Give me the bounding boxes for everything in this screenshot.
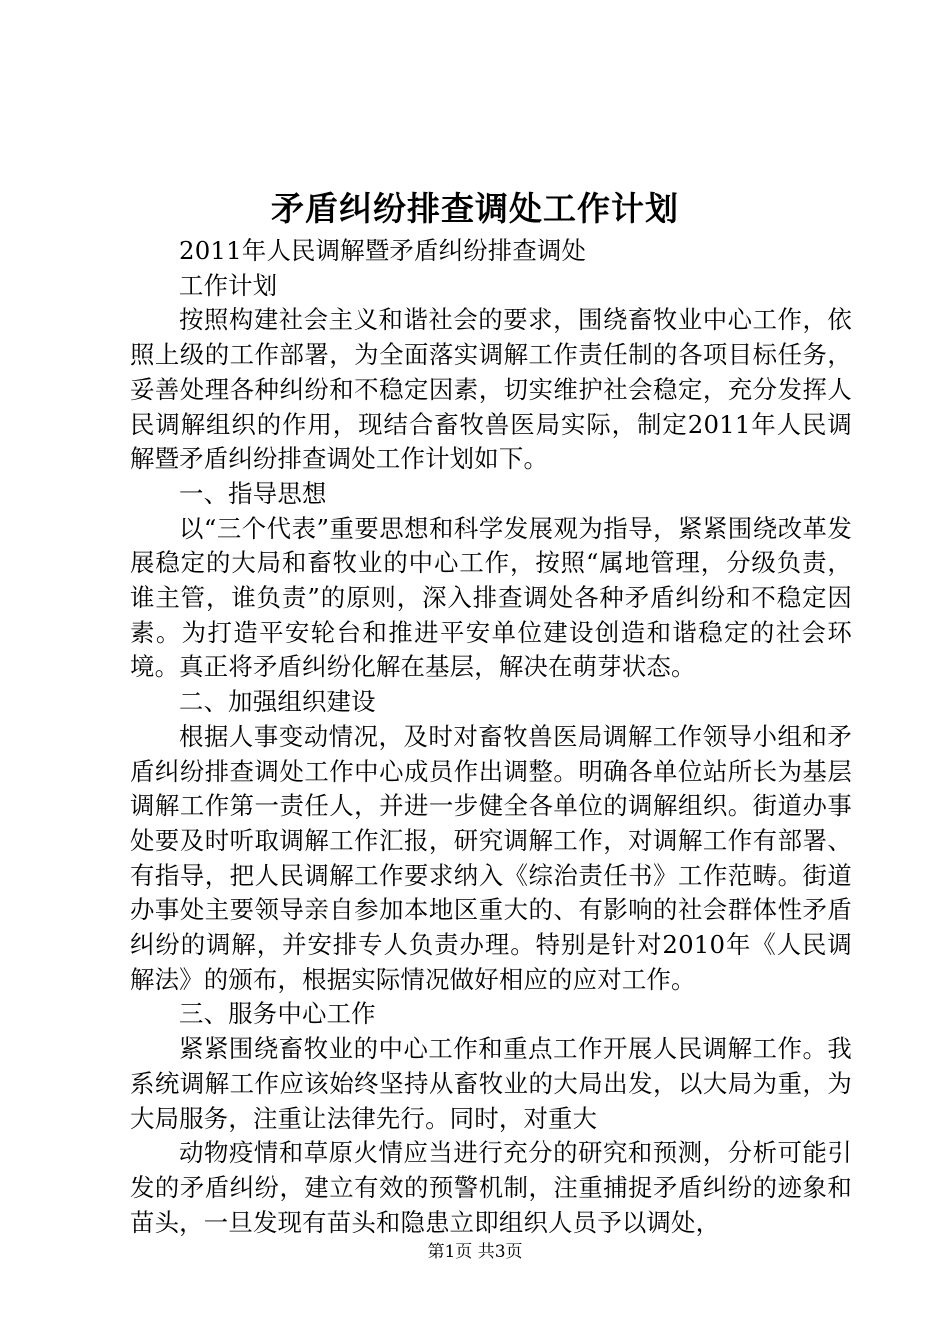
document-title: 矛盾纠纷排查调处工作计划 xyxy=(271,189,679,228)
intro-paragraph: 按照构建社会主义和谐社会的要求，围绕畜牧业中心工作，依照上级的工作部署，为全面落实调解工作责任制的各项目标任务，妥善处理各种纠纷和不稳定因素，切实维护社会稳定，充分发挥人民调解组织的作用，现结合畜牧兽医局实际，制定2011年人民调解暨矛盾纠纷排查调处工作计划如下。 xyxy=(130,305,852,474)
section-heading-service: 三、服务中心工作 xyxy=(179,999,376,1029)
section-heading-organization: 二、加强组织建设 xyxy=(179,687,376,717)
subtitle-line-1: 2011年人民调解暨矛盾纠纷排查调处 xyxy=(179,236,587,265)
subtitle-line-2: 工作计划 xyxy=(179,270,278,300)
guiding-thought-paragraph: 以“三个代表”重要思想和科学发展观为指导，紧紧围绕改革发展稳定的大局和畜牧业的中心工作，按照“属地管理，分级负责，谁主管，谁负责”的原则，深入排查调处各种矛盾纠纷和不稳定因素。为打造平安轮台和推进平安单位建设创造和谐稳定的社会环境。真正将矛盾纠纷化解在基层，解决在萌芽状态。 xyxy=(130,513,852,682)
section-heading-guiding-thought: 一、指导思想 xyxy=(179,478,327,508)
document-body xyxy=(130,234,852,1240)
epidemic-paragraph: 动物疫情和草原火情应当进行充分的研究和预测，分析可能引发的矛盾纠纷，建立有效的预警机制，注重捕捉矛盾纠纷的迹象和苗头，一旦发现有苗头和隐患立即组织人员予以调处， xyxy=(130,1138,852,1237)
organization-paragraph: 根据人事变动情况，及时对畜牧兽医局调解工作领导小组和矛盾纠纷排查调处工作中心成员作出调整。明确各单位站所长为基层调解工作第一责任人，并进一步健全各单位的调解组织。街道办事处要及时听取调解工作汇报，研究调解工作，对调解工作有部署、有指导，把人民调解工作要求纳入《综治责任书》工作范畴。街道办事处主要领导亲自参加本地区重大的、有影响的社会群体性矛盾纠纷的调解，并安排专人负责办理。特别是针对2010年《人民调解法》的颁布，根据实际情况做好相应的应对工作。 xyxy=(130,721,852,994)
page-number-footer: 第1页 共3页 xyxy=(427,1242,523,1262)
service-paragraph: 紧紧围绕畜牧业的中心工作和重点工作开展人民调解工作。我系统调解工作应该始终坚持从畜牧业的大局出发，以大局为重，为大局服务，注重让法律先行。同时，对重大 xyxy=(130,1034,852,1133)
